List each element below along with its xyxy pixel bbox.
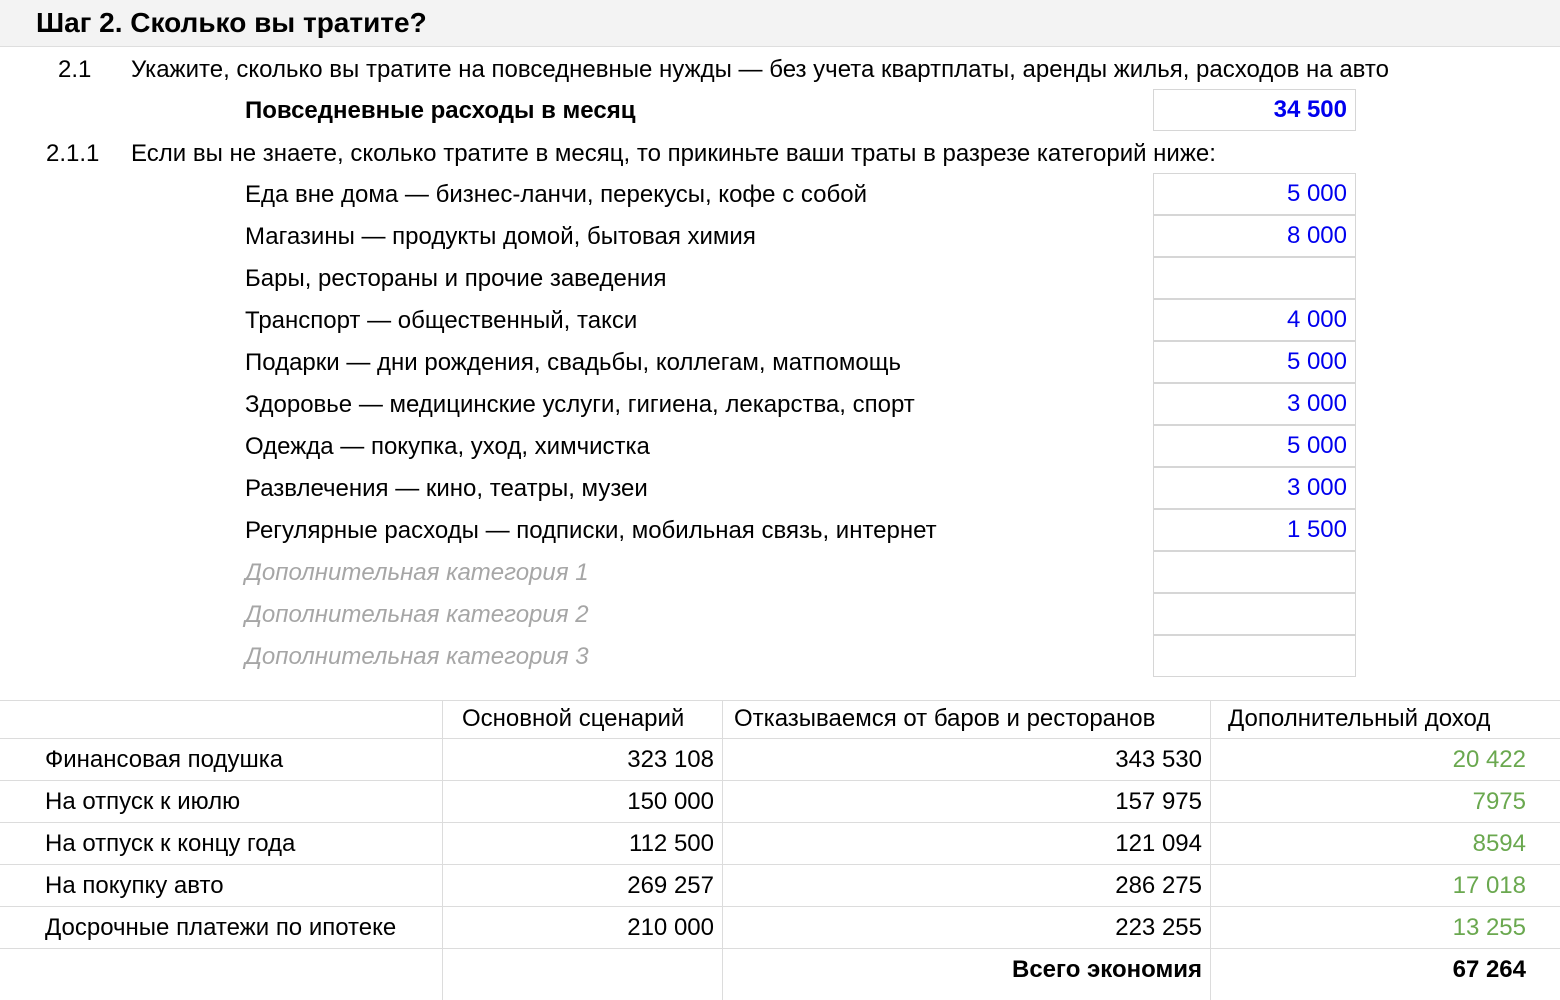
total-savings-label: Всего экономия [1012, 956, 1202, 983]
category-value-input[interactable]: 5 000 [1153, 341, 1356, 383]
no-bars-scenario-value: 157 975 [1115, 788, 1202, 815]
no-bars-scenario-value: 121 094 [1115, 830, 1202, 857]
row-label: На покупку авто [45, 872, 224, 899]
section-2-1-1-text: Если вы не знаете, сколько тратите в месяц, то прикиньте ваши траты в разрезе категорий ниже: [131, 140, 1216, 167]
category-value-input[interactable]: 3 000 [1153, 383, 1356, 425]
category-value-input[interactable]: 8 000 [1153, 215, 1356, 257]
category-value-input[interactable]: 3 000 [1153, 467, 1356, 509]
section-2-1-text: Укажите, сколько вы тратите на повседневные нужды — без учета квартплаты, аренды жилья, расходов на авто [131, 56, 1389, 83]
category-label: Регулярные расходы — подписки, мобильная связь, интернет [245, 517, 937, 544]
category-label: Развлечения — кино, театры, музеи [245, 475, 648, 502]
category-value-input[interactable] [1153, 551, 1356, 593]
row-label: Финансовая подушка [45, 746, 284, 773]
category-value-input[interactable] [1153, 593, 1356, 635]
section-2-1-number: 2.1 [58, 56, 92, 83]
category-label: Одежда — покупка, уход, химчистка [245, 433, 650, 460]
daily-expenses-input[interactable]: 34 500 [1153, 89, 1356, 131]
base-scenario-value: 112 500 [629, 830, 714, 857]
category-label: Бары, рестораны и прочие заведения [245, 265, 667, 292]
base-scenario-value: 150 000 [627, 788, 714, 815]
no-bars-scenario-value: 343 530 [1115, 746, 1202, 773]
extra-income-value: 13 255 [1452, 914, 1526, 941]
category-label: Дополнительная категория 3 [245, 643, 589, 670]
category-value-input[interactable]: 4 000 [1153, 299, 1356, 341]
category-label: Транспорт — общественный, такси [245, 307, 638, 334]
category-label: Здоровье — медицинские услуги, гигиена, лекарства, спорт [245, 391, 915, 418]
extra-income-value: 8594 [1472, 830, 1526, 857]
extra-income-value: 7975 [1472, 788, 1526, 815]
column-header-base: Основной сценарий [462, 705, 685, 732]
daily-expenses-label: Повседневные расходы в месяц [245, 97, 636, 124]
category-label: Еда вне дома — бизнес-ланчи, перекусы, кофе с собой [245, 181, 867, 208]
row-label: Досрочные платежи по ипотеке [45, 914, 397, 941]
category-value-input[interactable]: 5 000 [1153, 173, 1356, 215]
category-label: Подарки — дни рождения, свадьбы, коллегам, матпомощь [245, 349, 901, 376]
no-bars-scenario-value: 286 275 [1115, 872, 1202, 899]
section-2-1-1-number: 2.1.1 [46, 140, 100, 167]
category-value-input[interactable] [1153, 257, 1356, 299]
category-label: Дополнительная категория 2 [245, 601, 589, 628]
row-label: На отпуск к концу года [45, 830, 296, 857]
total-savings-value: 67 264 [1452, 956, 1526, 983]
category-value-input[interactable] [1153, 635, 1356, 677]
base-scenario-value: 269 257 [627, 872, 714, 899]
extra-income-value: 20 422 [1452, 746, 1526, 773]
category-value-input[interactable]: 1 500 [1153, 509, 1356, 551]
row-label: На отпуск к июлю [45, 788, 241, 815]
column-header-no-bars: Отказываемся от баров и ресторанов [734, 705, 1156, 732]
column-header-extra-income: Дополнительный доход [1228, 705, 1491, 732]
category-label: Дополнительная категория 1 [245, 559, 589, 586]
category-label: Магазины — продукты домой, бытовая химия [245, 223, 756, 250]
no-bars-scenario-value: 223 255 [1115, 914, 1202, 941]
base-scenario-value: 323 108 [627, 746, 714, 773]
extra-income-value: 17 018 [1452, 872, 1526, 899]
step-title: Шаг 2. Сколько вы тратите? [36, 7, 427, 38]
category-value-input[interactable]: 5 000 [1153, 425, 1356, 467]
base-scenario-value: 210 000 [627, 914, 714, 941]
